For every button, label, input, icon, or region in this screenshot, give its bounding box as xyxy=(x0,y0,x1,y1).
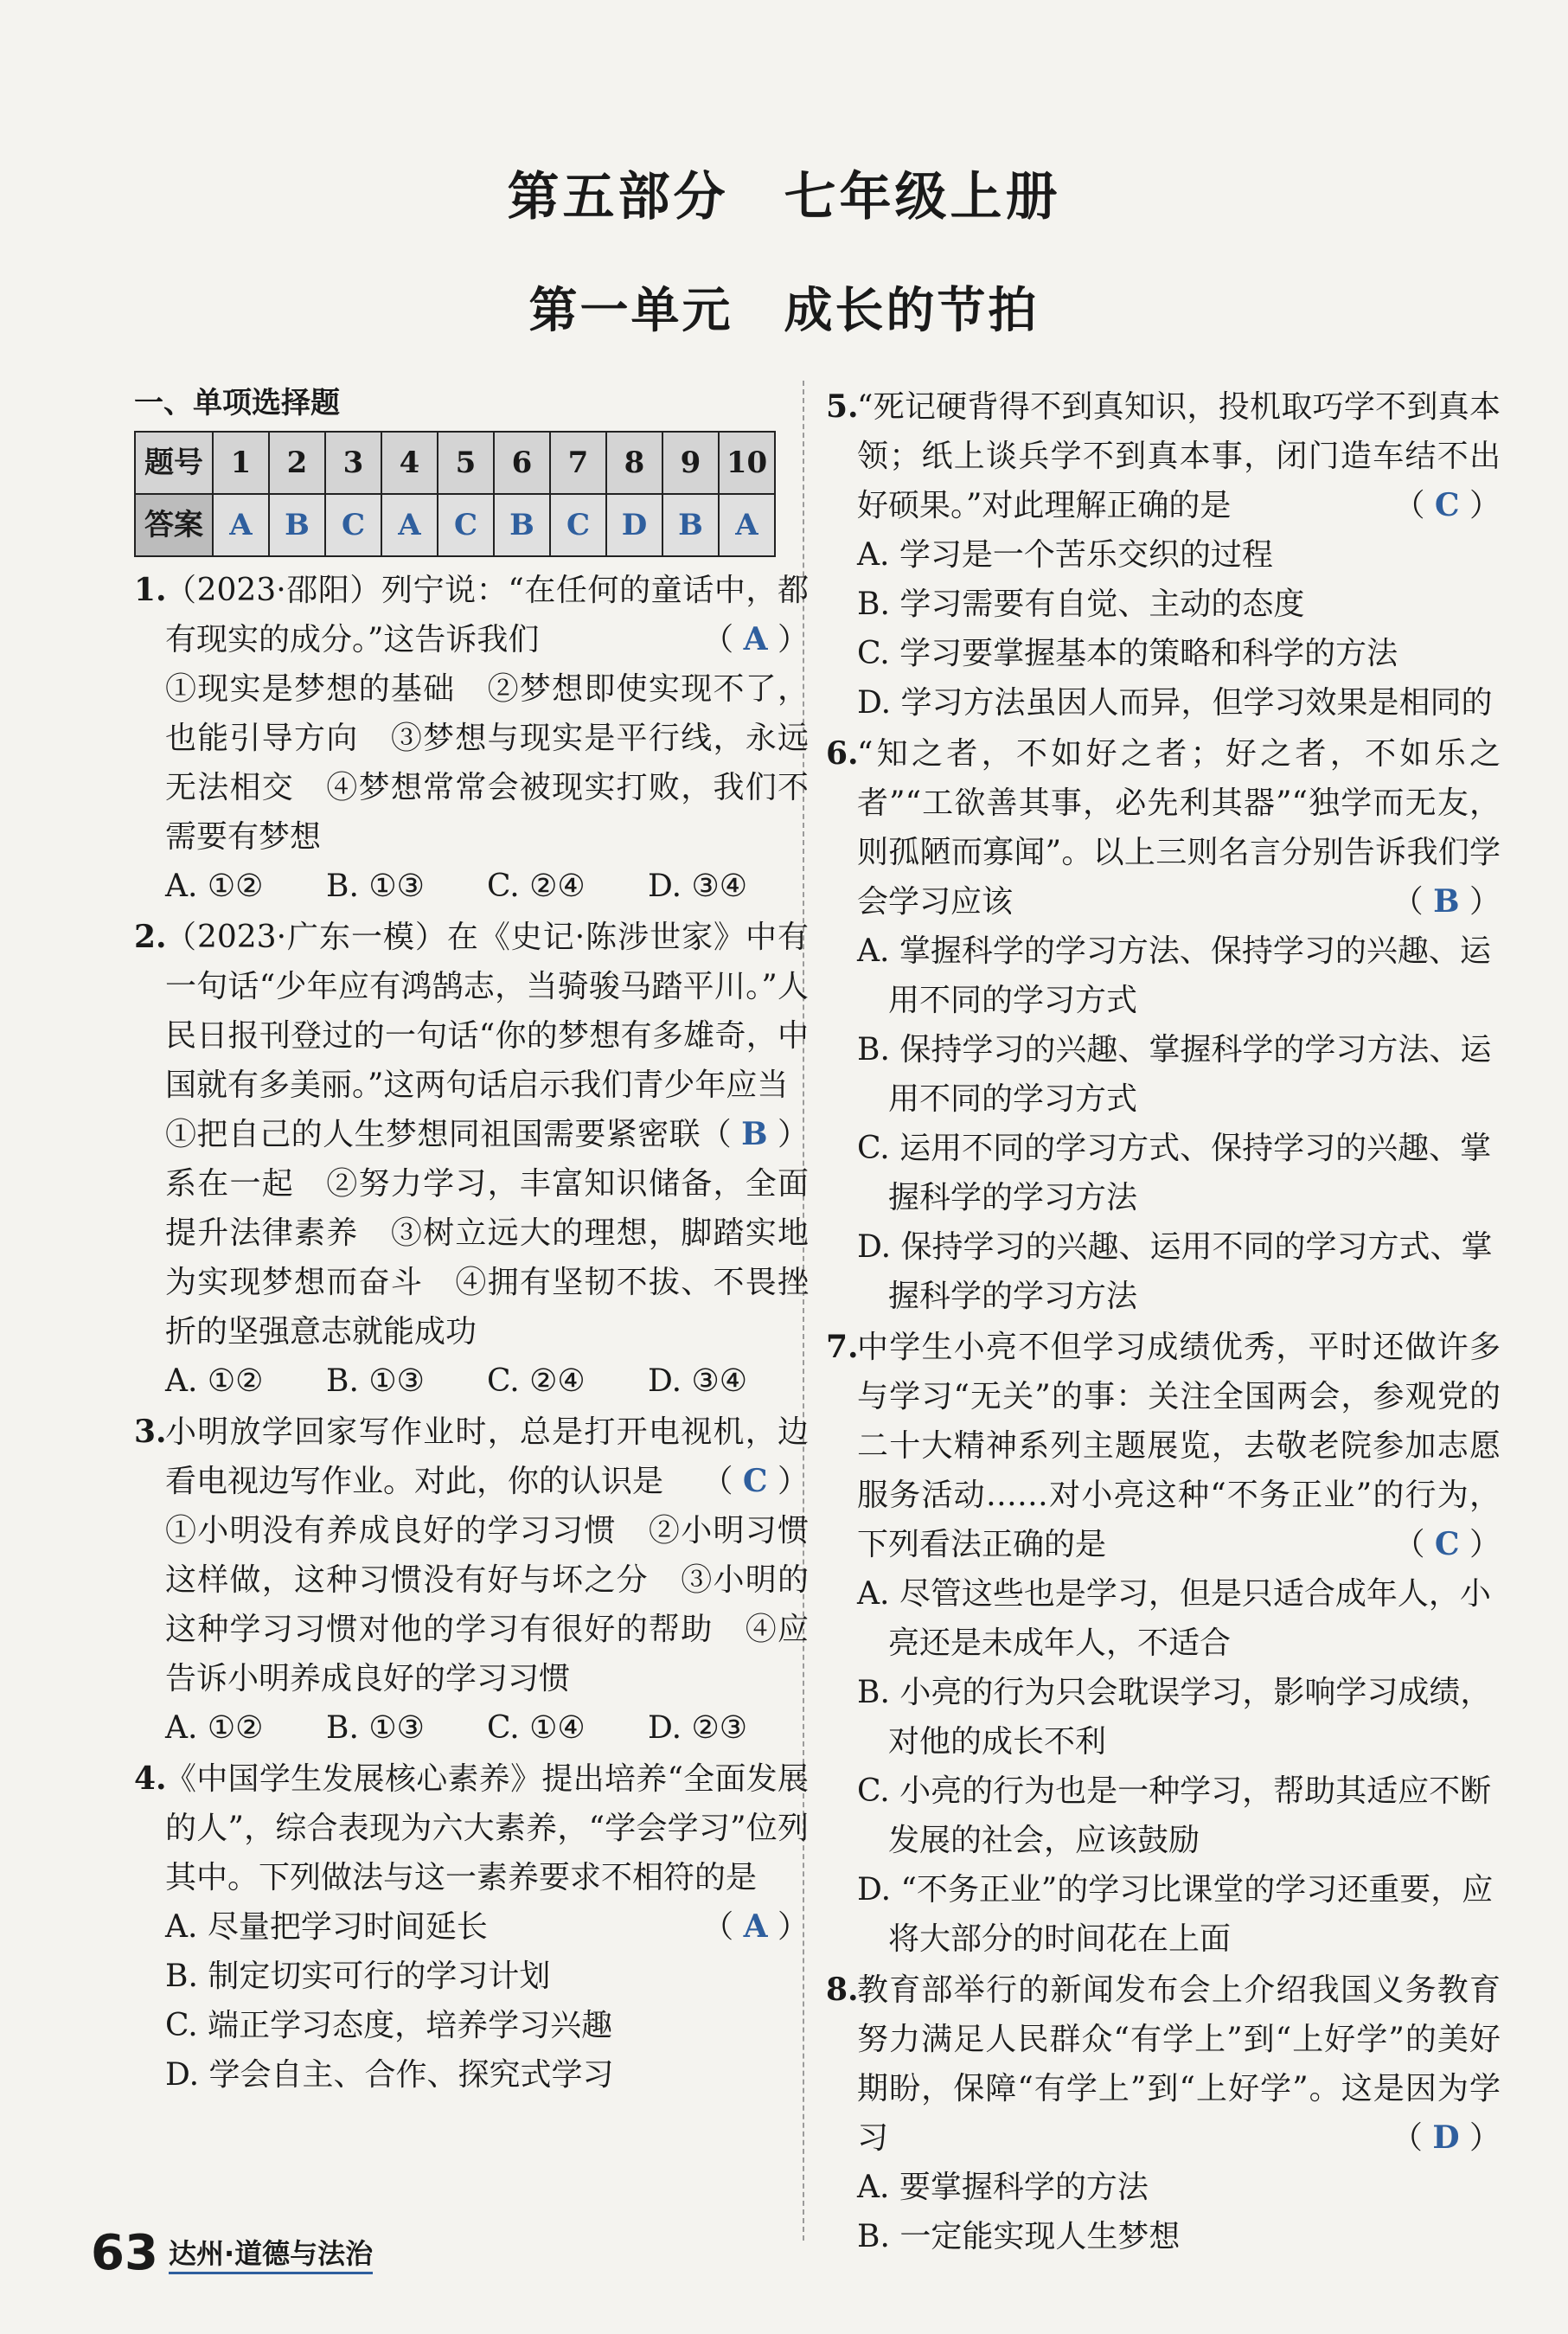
answer-letter: A xyxy=(743,1908,768,1945)
answer-table-answer: C xyxy=(550,494,606,556)
option-row xyxy=(134,1356,809,1406)
left-column xyxy=(134,381,809,2100)
answer-table-answer: B xyxy=(494,494,550,556)
question-text: （2023·广东一模）在《史记·陈涉世家》中有一句话“少年应有鸿鹄志，当骑骏马踏平川。”人民日报刊登过的一句话“你的梦想有多雄奇，中国就有多美丽。”这两句话启示我们青少年应当 xyxy=(165,920,809,1103)
question-6 xyxy=(826,729,1501,1321)
question-text: “知之者，不如好之者；好之者，不如乐之者”“工欲善其事，必先利其器”“独学而无友，则孤陋而寡闻”。以上三则名言分别告诉我们学会学习应该 xyxy=(857,736,1501,920)
answer-table-number: 4 xyxy=(381,432,438,494)
unit-title: 第一单元 成长的节拍 xyxy=(528,282,1040,339)
footer-title: 达州·道德与法治 xyxy=(169,2232,373,2274)
right-column xyxy=(826,381,1501,2261)
question-3 xyxy=(134,1407,809,1753)
answer-table-number-row xyxy=(135,432,775,494)
option: C. 运用不同的学习方式、保持学习的兴趣、掌握科学的学习方法 xyxy=(857,1131,1492,1215)
question-stem xyxy=(826,1965,1501,2163)
answer-letter: C xyxy=(1434,487,1460,523)
answer-letter: B xyxy=(741,1116,768,1152)
option: C. ①④ xyxy=(487,1710,586,1746)
question-stem xyxy=(826,382,1501,530)
option: A. 尽量把学习时间延长 xyxy=(165,1909,488,1945)
answer-letter: C xyxy=(1434,1526,1460,1562)
part-title: 第五部分 七年级上册 xyxy=(507,167,1061,228)
answer-table-number: 6 xyxy=(494,432,550,494)
question-number: 8. xyxy=(826,1972,859,2008)
answer-letter: B xyxy=(1433,883,1460,920)
answer-mark: （ D ） xyxy=(1391,2119,1501,2156)
answer-letter: A xyxy=(743,621,768,657)
answer-mark: （ A ） xyxy=(702,621,809,657)
option: D. ③④ xyxy=(648,1363,748,1399)
option: D. ③④ xyxy=(648,869,748,904)
option: A. 要掌握科学的方法 xyxy=(857,2170,1149,2205)
question-text: 教育部举行的新闻发布会上介绍我国义务教育努力满足人民群众“有学上”到“上好学”的美好期盼，保障“有学上”到“上好学”。这是因为学习 xyxy=(857,1972,1501,2156)
question-text: 小明放学回家写作业时，总是打开电视机，边看电视边写作业。对此，你的认识是 xyxy=(165,1414,809,1499)
option: B. 制定切实可行的学习计划 xyxy=(165,1959,551,1994)
option: D. “不务正业”的学习比课堂的学习还重要，应将大部分的时间花在上面 xyxy=(857,1872,1494,1957)
answer-table-answer: A xyxy=(719,494,775,556)
answer-mark: （ A ） xyxy=(702,1908,809,1945)
question-number: 2. xyxy=(134,919,167,955)
page-footer xyxy=(91,2219,373,2279)
question-number: 6. xyxy=(826,735,859,772)
question-number: 7. xyxy=(826,1329,859,1365)
question-1 xyxy=(134,566,809,911)
question-statements: ①现实是梦想的基础 ②梦想即使实现不了，也能引导方向 ③梦想与现实是平行线，永远无法相交 ④梦想常常会被现实打败，我们不需要有梦想 xyxy=(165,671,809,855)
option: B. ①③ xyxy=(326,869,425,904)
question-text: “死记硬背得不到真知识，投机取巧学不到真本领；纸上谈兵学不到真本事，闭门造车结不出好硕果。”对此理解正确的是 xyxy=(857,389,1501,523)
option: A. 学习是一个苦乐交织的过程 xyxy=(857,537,1273,573)
option: B. ①③ xyxy=(326,1363,425,1399)
question-number: 4. xyxy=(134,1760,167,1797)
question-text: （2023·邵阳）列宁说：“在任何的童话中，都有现实的成分。”这告诉我们 xyxy=(165,573,809,657)
option: D. 学会自主、合作、探究式学习 xyxy=(165,2057,614,2093)
answer-mark: （ B ） xyxy=(1392,883,1501,920)
question-5 xyxy=(826,382,1501,728)
option: C. ②④ xyxy=(487,869,586,904)
option: B. 保持学习的兴趣、掌握科学的学习方法、运用不同的学习方式 xyxy=(857,1032,1492,1117)
answer-table-header-label: 题号 xyxy=(135,432,213,494)
answer-table-answer: B xyxy=(662,494,719,556)
option: C. 小亮的行为也是一种学习，帮助其适应不断发展的社会，应该鼓励 xyxy=(857,1773,1492,1858)
answer-letter: C xyxy=(742,1463,768,1499)
option: D. 学习方法虽因人而异，但学习效果是相同的 xyxy=(857,685,1493,721)
question-statements: ①把自己的人生梦想同祖国需要紧密联系在一起 ②努力学习，丰富知识储备，全面提升法律素养 ③树立远大的理想，脚踏实地为实现梦想而奋斗 ④拥有坚韧不拔、不畏挫折的坚强意志就能成功 xyxy=(165,1117,809,1350)
option: A. 掌握科学的学习方法、保持学习的兴趣、运用不同的学习方式 xyxy=(857,933,1491,1018)
answer-table-number: 10 xyxy=(719,432,775,494)
option-row xyxy=(134,862,809,911)
question-number: 1. xyxy=(134,572,167,608)
option: A. ①② xyxy=(165,869,264,904)
answer-table xyxy=(134,431,776,557)
question-7 xyxy=(826,1323,1501,1964)
answer-table-answer: B xyxy=(269,494,325,556)
question-2 xyxy=(134,913,809,1406)
answer-table-answer-row xyxy=(135,494,775,556)
question-statements: ①小明没有养成良好的学习习惯 ②小明习惯这样做，这种习惯没有好与坏之分 ③小明的这种学习习惯对他的学习有很好的帮助 ④应告诉小明养成良好的学习习惯 xyxy=(165,1513,809,1696)
answer-table-answer: A xyxy=(381,494,438,556)
option: A. 尽管这些也是学习，但是只适合成年人，小亮还是未成年人，不适合 xyxy=(857,1576,1491,1661)
question-text: 中学生小亮不但学习成绩优秀，平时还做许多与学习“无关”的事：关注全国两会，参观党的二十大精神系列主题展览，去敬老院参加志愿服务活动……对小亮这种“不务正业”的行为，下列看法正确的是 xyxy=(857,1330,1501,1562)
question-stem xyxy=(134,566,809,664)
answer-mark: （ C ） xyxy=(1393,1526,1501,1562)
answer-table-number: 8 xyxy=(606,432,662,494)
answer-mark: （ B ） xyxy=(700,1116,809,1152)
answer-table-answer-label: 答案 xyxy=(135,494,213,556)
option: D. ②③ xyxy=(648,1710,748,1746)
answer-table-answer: C xyxy=(438,494,494,556)
option: A. ①② xyxy=(165,1363,264,1399)
option: B. ①③ xyxy=(326,1710,425,1746)
answer-mark: （ C ） xyxy=(701,1463,809,1499)
option: D. 保持学习的兴趣、运用不同的学习方式、掌握科学的学习方法 xyxy=(857,1229,1493,1314)
answer-table-number: 9 xyxy=(662,432,719,494)
option: B. 学习需要有自觉、主动的态度 xyxy=(857,587,1305,622)
option: C. 端正学习态度，培养学习兴趣 xyxy=(165,2008,613,2043)
question-8 xyxy=(826,1965,1501,2261)
answer-table-number: 7 xyxy=(550,432,606,494)
answer-table-answer: C xyxy=(325,494,381,556)
question-stem xyxy=(134,1407,809,1506)
question-text: 《中国学生发展核心素养》提出培养“全面发展的人”，综合表现为六大素养，“学会学习”位列其中。下列做法与这一素养要求不相符的是 xyxy=(165,1761,809,1895)
option-row xyxy=(134,1703,809,1753)
answer-table-answer: A xyxy=(213,494,269,556)
answer-letter: D xyxy=(1432,2119,1460,2156)
answer-table-number: 2 xyxy=(269,432,325,494)
page-number: 63 xyxy=(91,2225,158,2281)
answer-mark: （ C ） xyxy=(1393,487,1501,523)
question-stem xyxy=(826,1323,1501,1569)
answer-table-number: 3 xyxy=(325,432,381,494)
option: C. ②④ xyxy=(487,1363,586,1399)
section-title: 一、单项选择题 xyxy=(134,386,340,420)
question-stem xyxy=(134,913,809,1152)
question-4 xyxy=(134,1754,809,2100)
option: B. 小亮的行为只会耽误学习，影响学习成绩，对他的成长不利 xyxy=(857,1675,1492,1760)
question-number: 5. xyxy=(826,388,859,425)
option: B. 一定能实现人生梦想 xyxy=(857,2219,1181,2254)
question-stem xyxy=(826,729,1501,927)
answer-table-number: 1 xyxy=(213,432,269,494)
question-number: 3. xyxy=(134,1414,167,1450)
answer-table-number: 5 xyxy=(438,432,494,494)
option: A. ①② xyxy=(165,1710,264,1746)
answer-table-answer: D xyxy=(606,494,662,556)
option: C. 学习要掌握基本的策略和科学的方法 xyxy=(857,636,1398,671)
